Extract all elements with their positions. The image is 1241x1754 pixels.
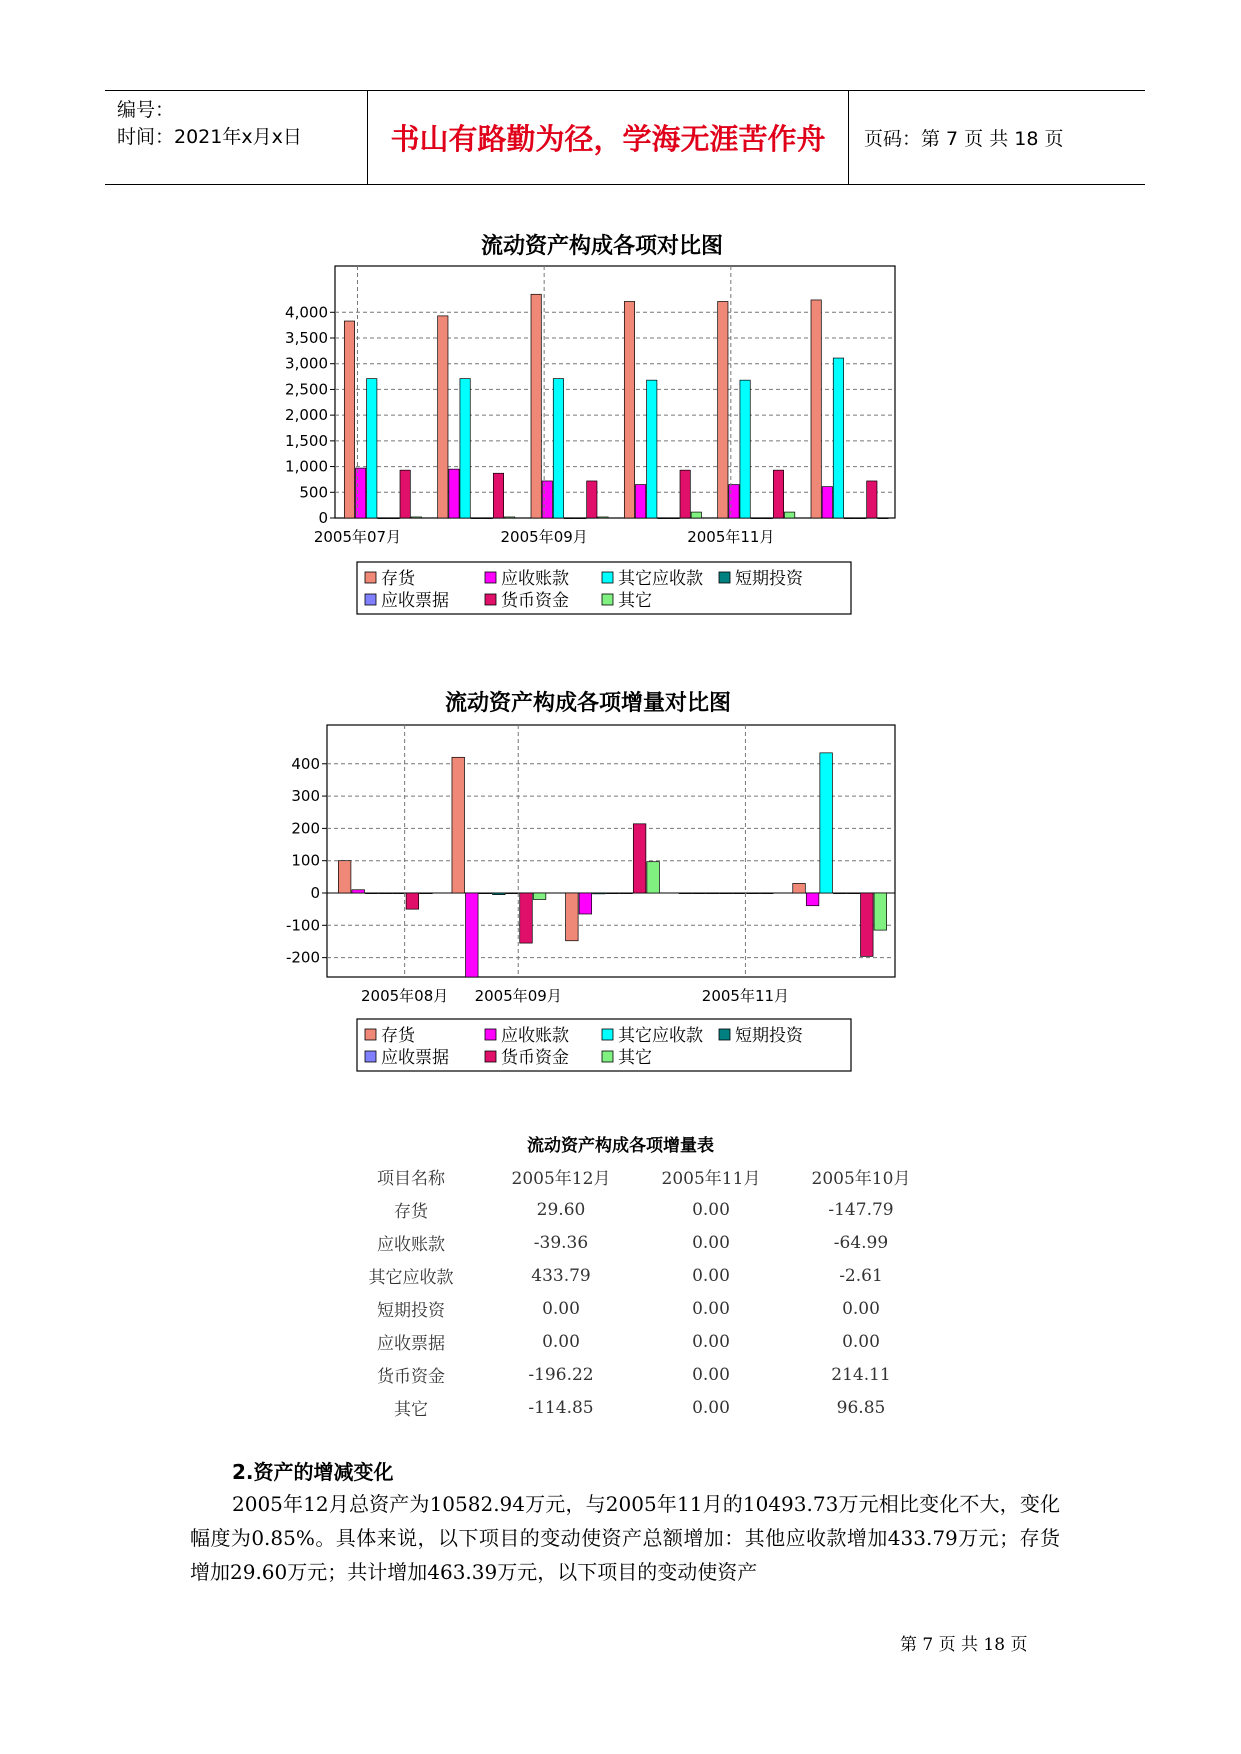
increment-table — [336, 1160, 936, 1424]
legend-swatch — [485, 1051, 496, 1062]
chart2-title: 流动资产构成各项增量对比图 — [444, 690, 732, 716]
cell: -114.85 — [528, 1397, 594, 1418]
section-title: 2.资产的增减变化 — [232, 1460, 394, 1484]
cell: -196.22 — [528, 1364, 594, 1385]
legend-label: 应收账款 — [501, 569, 569, 589]
bar — [620, 893, 633, 894]
bar — [760, 893, 773, 894]
y-tick-label: -100 — [285, 916, 320, 935]
bar — [593, 893, 606, 894]
bar — [747, 893, 760, 894]
y-tick-label: 200 — [291, 819, 320, 838]
legend-label: 其它应收款 — [618, 1026, 703, 1046]
page-footer: 第 7 页 共 18 页 — [900, 1635, 1028, 1655]
bar — [420, 893, 433, 894]
col-header: 2005年11月 — [661, 1169, 761, 1189]
bar — [820, 753, 833, 893]
legend-label: 存货 — [381, 569, 415, 589]
bar — [861, 893, 874, 956]
bar — [579, 893, 592, 914]
table-title: 流动资产构成各项增量表 — [527, 1136, 714, 1156]
bar — [365, 893, 378, 894]
bar — [720, 893, 733, 894]
col-header: 2005年12月 — [511, 1169, 611, 1189]
cell: 0.00 — [692, 1199, 730, 1220]
cell: 0.00 — [542, 1298, 580, 1319]
cell: 存货 — [394, 1202, 428, 1222]
bar — [833, 893, 846, 894]
cell: 96.85 — [836, 1397, 886, 1418]
cell: -64.99 — [833, 1232, 889, 1253]
y-tick-label: 0 — [318, 509, 328, 527]
y-tick-label: 2,000 — [285, 406, 328, 425]
bar — [874, 893, 887, 930]
bar — [393, 893, 406, 894]
col-header: 2005年10月 — [811, 1169, 911, 1189]
bar — [406, 893, 419, 909]
cell: 0.00 — [692, 1364, 730, 1385]
y-tick-label: 100 — [291, 851, 320, 870]
y-tick-label: 300 — [291, 787, 320, 806]
legend-label: 存货 — [381, 1026, 415, 1046]
x-tick-label: 2005年11月 — [687, 528, 775, 546]
bar — [733, 893, 746, 894]
bar — [647, 862, 660, 893]
plot-area — [327, 725, 895, 977]
cell: 其它应收款 — [368, 1268, 454, 1288]
cell: 其它 — [394, 1400, 428, 1420]
bar — [633, 824, 646, 893]
cell: 0.00 — [692, 1298, 730, 1319]
bar — [847, 893, 860, 894]
legend-label: 货币资金 — [501, 1048, 569, 1068]
cell: 0.00 — [692, 1265, 730, 1286]
legend-label: 应收票据 — [381, 591, 449, 611]
legend-label: 其它应收款 — [618, 569, 703, 589]
legend-swatch — [365, 1029, 376, 1040]
table-row — [336, 1325, 936, 1358]
legend-label: 其它 — [618, 591, 652, 611]
x-tick-label: 2005年09月 — [474, 987, 562, 1005]
cell: -147.79 — [828, 1199, 894, 1220]
legend-label: 货币资金 — [501, 591, 569, 611]
cell: 214.11 — [831, 1364, 891, 1385]
cell: 433.79 — [531, 1265, 591, 1286]
x-tick-label: 2005年09月 — [500, 528, 588, 546]
table-row — [336, 1358, 936, 1391]
x-tick-label: 2005年11月 — [701, 987, 790, 1005]
y-tick-label: 0 — [310, 884, 320, 902]
bar — [606, 893, 619, 894]
table-row — [336, 1226, 936, 1259]
y-tick-label: 1,000 — [285, 457, 328, 476]
bar — [793, 883, 806, 893]
x-tick-label: 2005年08月 — [361, 987, 449, 1005]
bar — [506, 893, 519, 894]
legend-label: 应收票据 — [381, 1048, 449, 1068]
legend-label: 短期投资 — [735, 569, 803, 589]
y-tick-label: 1,500 — [285, 431, 328, 450]
bar — [806, 893, 819, 906]
bar — [520, 893, 533, 943]
bar — [693, 893, 706, 894]
chart1-title: 流动资产构成各项对比图 — [480, 233, 724, 259]
legend-swatch — [602, 1051, 613, 1062]
bar — [338, 861, 351, 893]
table-row — [336, 1292, 936, 1325]
table-header-row — [336, 1160, 936, 1193]
y-tick-label: 400 — [291, 754, 320, 773]
x-tick-label: 2005年07月 — [313, 528, 402, 546]
bar — [493, 893, 506, 895]
header-page-label: 页码：第 7 页 共 18 页 — [864, 128, 1064, 150]
y-tick-label: 3,000 — [285, 354, 328, 373]
y-tick-label: -200 — [285, 948, 320, 967]
table-row — [336, 1391, 936, 1424]
bar — [706, 893, 719, 894]
legend-swatch — [485, 1029, 496, 1040]
y-tick-label: 500 — [299, 483, 328, 502]
cell: 0.00 — [842, 1298, 880, 1319]
cell: 应收账款 — [377, 1235, 445, 1255]
cell: 0.00 — [692, 1232, 730, 1253]
y-tick-label: 3,500 — [285, 329, 328, 347]
bar — [352, 890, 365, 893]
bar — [452, 757, 465, 893]
cell: 29.60 — [536, 1199, 586, 1220]
bar — [379, 893, 392, 894]
body-paragraph: 2005年12月总资产为10582.94万元，与2005年11月的10493.73万元相比变化不大，变化幅度为0.85%。具体来说，以下项目的变动使资产总额增加：其他应收款增加433.79万元；存货增加29.60万元；共计增加463.39万元，以下项目的变动使资产 — [190, 1492, 1060, 1584]
number-label: 编号： — [117, 99, 175, 121]
legend-swatch — [719, 1029, 730, 1040]
cell: 0.00 — [692, 1397, 730, 1418]
bar — [679, 893, 692, 894]
header-motto: 书山有路勤为径，学海无涯苦作舟 — [368, 91, 849, 184]
cell: 0.00 — [692, 1331, 730, 1352]
legend-swatch — [365, 1051, 376, 1062]
cell: -39.36 — [533, 1232, 589, 1253]
legend-swatch — [602, 1029, 613, 1040]
col-header: 项目名称 — [377, 1169, 445, 1189]
bar — [566, 893, 579, 941]
table-row — [336, 1193, 936, 1226]
bar — [533, 893, 546, 899]
bar — [479, 893, 492, 894]
cell: 0.00 — [842, 1331, 880, 1352]
legend-label: 应收账款 — [501, 1026, 569, 1046]
table-row — [336, 1259, 936, 1292]
legend-label: 短期投资 — [735, 1026, 803, 1046]
y-tick-label: 2,500 — [285, 380, 328, 399]
cell: 货币资金 — [377, 1367, 445, 1387]
legend-label: 其它 — [618, 1048, 652, 1068]
y-tick-label: 4,000 — [285, 303, 328, 322]
time-label: 时间：2021年x月x日 — [117, 126, 302, 148]
bar — [466, 893, 479, 977]
cell: 应收票据 — [377, 1334, 445, 1354]
cell: 短期投资 — [377, 1301, 445, 1321]
cell: -2.61 — [839, 1265, 883, 1286]
cell: 0.00 — [542, 1331, 580, 1352]
